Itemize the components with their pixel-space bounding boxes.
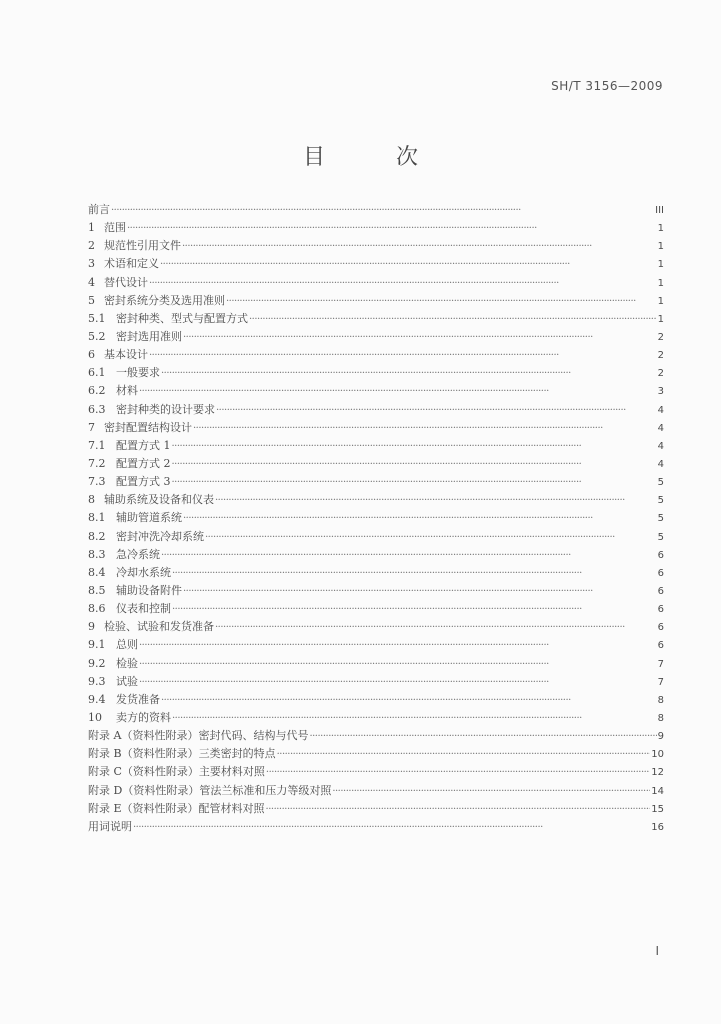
toc-entry[interactable] <box>88 582 664 600</box>
toc-entry-label <box>88 782 331 800</box>
toc-entry-text: 卖方的资料 <box>116 710 171 724</box>
toc-entry-text: 附录 B（资料性附录）三类密封的特点 <box>88 747 276 761</box>
toc-entry-page: 1 <box>657 259 664 271</box>
toc-entry[interactable] <box>88 237 664 255</box>
toc-entry-page: 2 <box>657 331 664 343</box>
toc-entry[interactable] <box>88 564 664 582</box>
table-of-contents <box>88 201 664 836</box>
toc-entry-page: 6 <box>657 567 664 579</box>
toc-entry[interactable] <box>88 455 664 473</box>
toc-leader-dots <box>205 529 657 547</box>
toc-entry-label <box>88 528 204 546</box>
toc-entry-number: 7.1 <box>88 438 106 452</box>
toc-entry-label <box>88 346 148 364</box>
toc-entry-page: 4 <box>657 440 664 452</box>
toc-entry-label <box>88 382 138 400</box>
toc-entry-text: 基本设计 <box>104 348 148 362</box>
toc-entry-number: 7.2 <box>88 456 106 470</box>
toc-entry-label <box>88 491 214 509</box>
toc-entry-page: 5 <box>657 531 664 543</box>
toc-entry-page: III <box>655 205 664 216</box>
toc-entry-label <box>88 727 308 745</box>
toc-entry[interactable] <box>88 509 664 527</box>
toc-entry-text: 替代设计 <box>104 275 148 289</box>
toc-entry-page: 8 <box>657 712 664 724</box>
toc-entry-text: 辅助管道系统 <box>116 511 182 525</box>
toc-entry-label <box>88 655 138 673</box>
toc-entry-page: 6 <box>657 622 664 634</box>
toc-entry-number: 9.2 <box>88 656 106 670</box>
toc-entry-number: 10 <box>88 710 102 724</box>
toc-entry[interactable] <box>88 727 664 745</box>
toc-entry-number: 8.1 <box>88 511 106 525</box>
toc-entry-label <box>88 600 171 618</box>
toc-leader-dots <box>266 801 651 819</box>
toc-entry-page: 6 <box>657 549 664 561</box>
toc-entry[interactable] <box>88 201 664 219</box>
toc-entry-text: 配置方式 2 <box>116 456 171 470</box>
toc-entry-label <box>88 401 215 419</box>
toc-entry-label <box>88 818 132 836</box>
toc-entry-label <box>88 509 182 527</box>
toc-entry-text: 范围 <box>104 221 126 235</box>
toc-leader-dots <box>133 819 650 837</box>
toc-entry-number: 6.2 <box>88 384 106 398</box>
toc-entry-text: 密封选用准则 <box>116 329 182 343</box>
toc-leader-dots <box>172 710 657 728</box>
toc-entry-label <box>88 455 171 473</box>
toc-leader-dots <box>161 547 657 565</box>
toc-entry-label <box>88 201 110 219</box>
toc-entry-number: 5 <box>88 293 95 307</box>
toc-entry[interactable] <box>88 310 664 328</box>
toc-leader-dots <box>215 619 657 637</box>
toc-entry-number: 6.3 <box>88 402 106 416</box>
toc-entry-text: 急冷系统 <box>116 547 160 561</box>
toc-entry-page: 5 <box>657 513 664 525</box>
toc-entry-text: 一般要求 <box>116 366 160 380</box>
toc-entry-page: 6 <box>657 585 664 597</box>
toc-leader-dots <box>309 728 656 746</box>
toc-entry-label <box>88 763 265 781</box>
toc-entry-page: 5 <box>657 477 664 489</box>
toc-entry[interactable] <box>88 745 664 763</box>
toc-entry-text: 发货准备 <box>116 692 160 706</box>
toc-entry-number: 5.2 <box>88 329 106 343</box>
toc-entry[interactable] <box>88 763 664 781</box>
toc-entry-label <box>88 636 138 654</box>
toc-entry-label <box>88 419 192 437</box>
toc-entry-label <box>88 691 160 709</box>
toc-entry[interactable] <box>88 401 664 419</box>
toc-entry-page: 14 <box>651 785 664 797</box>
toc-entry-page: 1 <box>657 241 664 253</box>
toc-entry-page: 1 <box>657 313 664 325</box>
toc-entry-text: 用词说明 <box>88 819 132 833</box>
toc-entry[interactable] <box>88 691 664 709</box>
toc-entry[interactable] <box>88 292 664 310</box>
toc-entry-number: 8.6 <box>88 602 106 616</box>
toc-entry[interactable] <box>88 636 664 654</box>
toc-entry[interactable] <box>88 709 664 727</box>
page-number: I <box>655 944 659 958</box>
toc-entry-label <box>88 800 265 818</box>
toc-entry-page: 6 <box>657 604 664 616</box>
toc-entry-number: 9.3 <box>88 674 106 688</box>
toc-entry-text: 密封种类、型式与配置方式 <box>116 311 248 325</box>
toc-entry-page: 3 <box>657 386 664 398</box>
toc-entry-page: 16 <box>651 821 664 833</box>
toc-entry-label <box>88 582 182 600</box>
toc-entry-text: 附录 E（资料性附录）配管材料对照 <box>88 801 265 815</box>
toc-entry-text: 材料 <box>116 384 138 398</box>
toc-entry-number: 4 <box>88 275 95 289</box>
toc-entry[interactable] <box>88 528 664 546</box>
toc-entry[interactable] <box>88 655 664 673</box>
toc-entry-text: 密封冲洗冷却系统 <box>116 529 204 543</box>
toc-entry-page: 4 <box>657 404 664 416</box>
toc-entry-number: 5.1 <box>88 311 106 325</box>
toc-entry-number: 8.4 <box>88 565 106 579</box>
toc-leader-dots <box>139 637 657 655</box>
toc-entry-text: 附录 A（资料性附录）密封代码、结构与代号 <box>88 729 309 743</box>
toc-entry[interactable] <box>88 219 664 237</box>
toc-entry-label <box>88 618 214 636</box>
toc-entry-page: 9 <box>657 731 664 743</box>
toc-entry-number: 1 <box>88 221 95 235</box>
toc-entry[interactable] <box>88 546 664 564</box>
toc-entry-label <box>88 255 159 273</box>
toc-entry-page: 1 <box>657 277 664 289</box>
toc-entry[interactable] <box>88 274 664 292</box>
toc-entry-number: 8.3 <box>88 547 106 561</box>
toc-entry-text: 仪表和控制 <box>116 602 171 616</box>
toc-leader-dots <box>183 329 657 347</box>
toc-entry-number: 9.1 <box>88 638 106 652</box>
toc-entry[interactable] <box>88 618 664 636</box>
toc-entry-text: 冷却水系统 <box>116 565 171 579</box>
toc-entry-text: 检验 <box>116 656 138 670</box>
toc-entry[interactable] <box>88 328 664 346</box>
toc-leader-dots <box>182 238 657 256</box>
toc-leader-dots <box>249 311 657 329</box>
toc-leader-dots <box>172 438 657 456</box>
toc-entry-page: 1 <box>657 295 664 307</box>
toc-entry-page: 15 <box>651 803 664 815</box>
toc-leader-dots <box>193 420 657 438</box>
toc-entry-text: 附录 D（资料性附录）管法兰标准和压力等级对照 <box>88 783 332 797</box>
toc-entry-text: 辅助系统及设备和仪表 <box>104 493 214 507</box>
toc-leader-dots <box>226 293 657 311</box>
toc-entry-label <box>88 745 276 763</box>
toc-leader-dots <box>277 746 651 764</box>
toc-entry-number: 2 <box>88 239 95 253</box>
toc-entry[interactable] <box>88 491 664 509</box>
toc-leader-dots <box>172 601 657 619</box>
toc-entry-page: 7 <box>657 676 664 688</box>
toc-leader-dots <box>183 510 657 528</box>
toc-entry[interactable] <box>88 473 664 491</box>
toc-entry[interactable] <box>88 255 664 273</box>
toc-entry-page: 4 <box>657 422 664 434</box>
toc-leader-dots <box>139 674 657 692</box>
toc-entry-text: 前言 <box>88 203 110 216</box>
toc-leader-dots <box>266 764 650 782</box>
toc-leader-dots <box>215 492 657 510</box>
toc-entry-label <box>88 292 225 310</box>
toc-entry-number: 8.2 <box>88 529 106 543</box>
standard-number: SH/T 3156—2009 <box>551 79 663 93</box>
toc-entry-label <box>88 219 126 237</box>
toc-leader-dots <box>183 583 657 601</box>
toc-leader-dots <box>149 275 657 293</box>
toc-entry-label <box>88 546 160 564</box>
toc-entry-page: 4 <box>657 458 664 470</box>
toc-entry-number: 8 <box>88 493 95 507</box>
toc-entry-label <box>88 328 182 346</box>
toc-entry[interactable] <box>88 382 664 400</box>
toc-entry[interactable] <box>88 419 664 437</box>
toc-entry-text: 配置方式 1 <box>116 438 171 452</box>
toc-entry[interactable] <box>88 800 664 818</box>
toc-entry-number: 7 <box>88 420 95 434</box>
toc-entry[interactable] <box>88 673 664 691</box>
toc-entry-text: 规范性引用文件 <box>104 239 181 253</box>
toc-leader-dots <box>161 365 657 383</box>
toc-entry-label <box>88 310 248 328</box>
toc-leader-dots <box>111 202 654 220</box>
toc-entry-label <box>88 437 171 455</box>
toc-leader-dots <box>127 220 657 238</box>
toc-entry-number: 8.5 <box>88 583 106 597</box>
toc-entry-text: 密封配置结构设计 <box>104 420 192 434</box>
toc-entry-number: 9 <box>88 620 95 634</box>
toc-entry-label <box>88 709 171 727</box>
toc-entry[interactable] <box>88 818 664 836</box>
toc-entry[interactable] <box>88 364 664 382</box>
toc-leader-dots <box>216 402 657 420</box>
toc-entry-page: 2 <box>657 368 664 380</box>
toc-entry-number: 6.1 <box>88 366 106 380</box>
toc-entry-number: 9.4 <box>88 692 106 706</box>
toc-entry[interactable] <box>88 346 664 364</box>
toc-entry-number: 6 <box>88 348 95 362</box>
toc-leader-dots <box>332 783 650 801</box>
toc-entry-page: 5 <box>657 495 664 507</box>
toc-leader-dots <box>172 456 657 474</box>
toc-leader-dots <box>149 347 657 365</box>
toc-entry-label <box>88 564 171 582</box>
toc-entry-label <box>88 673 138 691</box>
toc-entry-text: 试验 <box>116 674 138 688</box>
toc-entry-label <box>88 274 148 292</box>
toc-entry-text: 密封系统分类及选用准则 <box>104 293 225 307</box>
toc-entry-text: 密封种类的设计要求 <box>116 402 215 416</box>
toc-entry-page: 2 <box>657 350 664 362</box>
toc-entry-text: 总则 <box>116 638 138 652</box>
toc-entry-page: 6 <box>657 640 664 652</box>
toc-entry[interactable] <box>88 437 664 455</box>
toc-entry-text: 术语和定义 <box>104 257 159 271</box>
toc-entry-text: 配置方式 3 <box>116 475 171 489</box>
toc-entry-text: 附录 C（资料性附录）主要材料对照 <box>88 765 265 779</box>
toc-leader-dots <box>139 383 657 401</box>
toc-entry-page: 8 <box>657 694 664 706</box>
toc-entry-text: 检验、试验和发货准备 <box>104 620 214 634</box>
toc-leader-dots <box>139 656 657 674</box>
toc-entry-text: 辅助设备附件 <box>116 583 182 597</box>
toc-entry-page: 12 <box>651 767 664 779</box>
toc-leader-dots <box>160 256 657 274</box>
toc-entry[interactable] <box>88 782 664 800</box>
toc-entry-number: 3 <box>88 257 95 271</box>
toc-entry-label <box>88 473 171 491</box>
toc-entry-page: 10 <box>651 749 664 761</box>
toc-entry-page: 7 <box>657 658 664 670</box>
toc-entry[interactable] <box>88 600 664 618</box>
toc-entry-label <box>88 364 160 382</box>
toc-entry-number: 7.3 <box>88 475 106 489</box>
toc-leader-dots <box>172 565 657 583</box>
toc-title: 目 次 <box>303 145 450 170</box>
toc-leader-dots <box>172 474 657 492</box>
toc-entry-label <box>88 237 181 255</box>
toc-entry-page: 1 <box>657 223 664 235</box>
toc-leader-dots <box>161 692 657 710</box>
